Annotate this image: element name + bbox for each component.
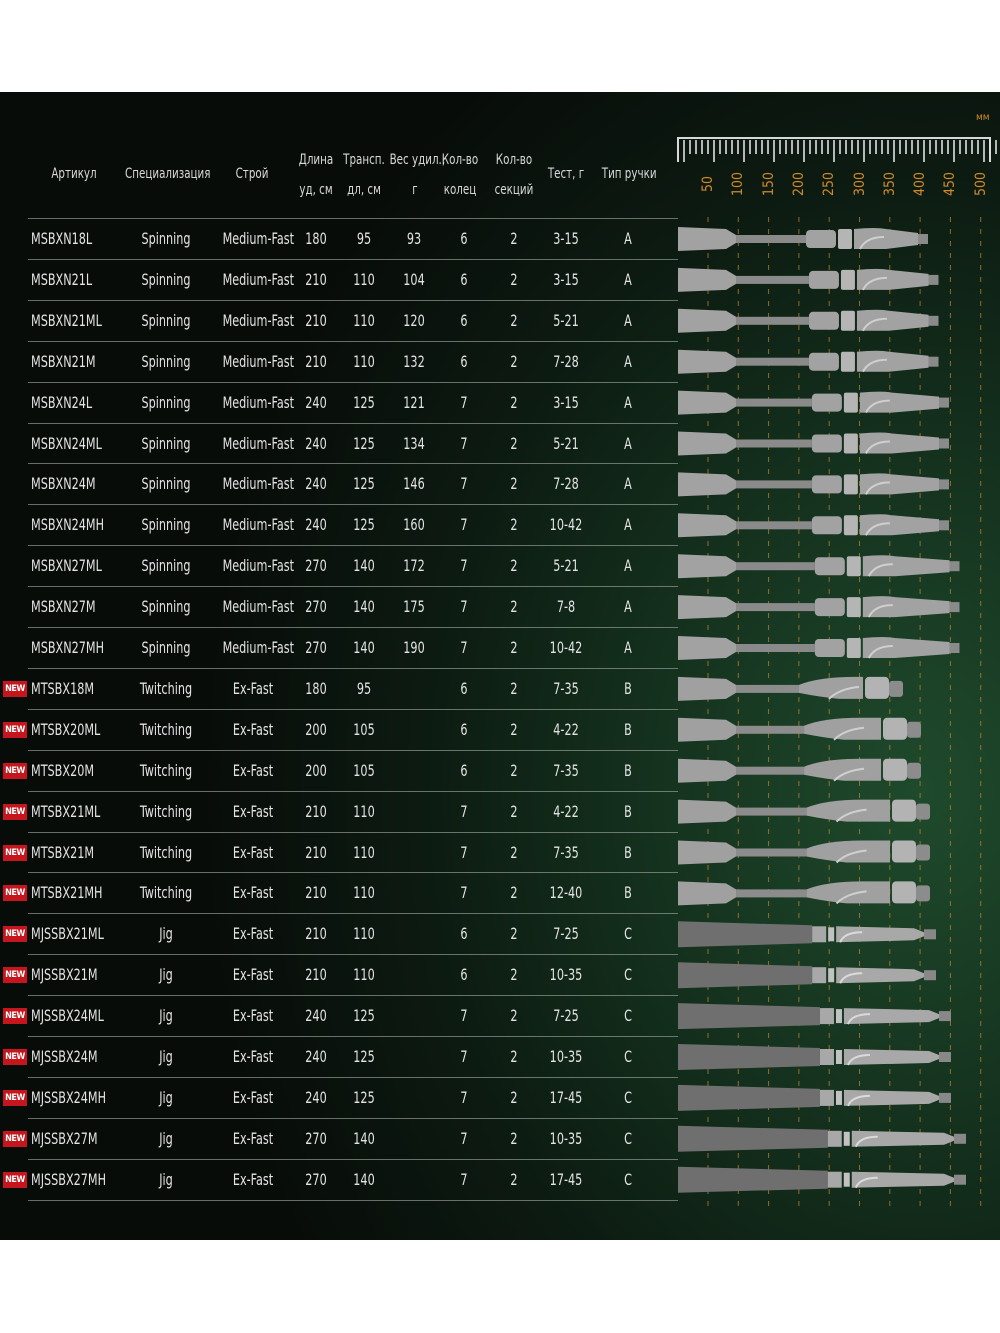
cell-article: MTSBX20M [31, 760, 95, 780]
cell-article: MJSSBX27M [31, 1128, 98, 1148]
cell-sections: 2 [510, 638, 518, 657]
cell-spec: Spinning [141, 229, 191, 248]
cell-test: 7-35 [553, 678, 579, 698]
header-rings-2: колец [443, 182, 477, 198]
cell-action: Ex-Fast [232, 1169, 274, 1189]
cell-length: 180 [305, 678, 327, 698]
cell-transport: 140 [353, 1169, 375, 1189]
rod-handle-a [678, 350, 939, 374]
cell-sections: 2 [510, 1087, 518, 1107]
cell-handle: B [624, 719, 632, 739]
cell-test: 5-21 [553, 433, 579, 453]
cell-test: 4-22 [553, 801, 579, 821]
cell-article: MTSBX21M [31, 842, 95, 862]
cell-spec: Spinning [141, 474, 191, 494]
cell-sections: 2 [510, 392, 518, 412]
cell-rings: 7 [460, 597, 468, 617]
cell-sections: 2 [510, 351, 518, 371]
rod-handle-a [678, 227, 928, 251]
cell-test: 10-35 [549, 1047, 583, 1066]
rod-handle-b [678, 718, 921, 742]
cell-test: 7-35 [553, 842, 579, 862]
cell-length: 270 [305, 638, 327, 657]
cell-length: 200 [305, 760, 327, 780]
cell-spec: Jig [159, 1047, 173, 1066]
cell-test: 17-45 [549, 1087, 583, 1107]
cell-sections: 2 [510, 474, 518, 494]
header-length-1: Длина [298, 152, 334, 168]
cell-article: MSBXN21M [31, 351, 96, 371]
cell-length: 210 [305, 801, 327, 821]
cell-action: Medium-Fast [222, 433, 294, 453]
cell-handle: A [624, 597, 632, 617]
cell-test: 7-8 [556, 597, 576, 617]
rod-handle-c [678, 1003, 951, 1029]
cell-spec: Twitching [139, 760, 193, 780]
rod-handle-a [678, 636, 960, 660]
cell-spec: Spinning [141, 351, 191, 371]
cell-weight: 120 [403, 310, 425, 330]
cell-transport: 125 [353, 474, 375, 494]
cell-handle: A [624, 556, 632, 576]
cell-rings: 7 [460, 842, 468, 862]
cell-handle: C [624, 1169, 632, 1189]
cell-transport: 110 [353, 310, 375, 330]
ruler-scale-label: 200 [790, 171, 807, 197]
cell-spec: Jig [159, 1169, 173, 1189]
cell-rings: 6 [460, 310, 468, 330]
cell-action: Medium-Fast [222, 392, 294, 412]
header-transport-1: Трансп. [343, 152, 385, 168]
header-spec: Специализация [125, 166, 211, 182]
cell-length: 200 [305, 719, 327, 739]
cell-handle: C [624, 965, 632, 985]
cell-transport: 125 [353, 1006, 375, 1026]
cell-spec: Spinning [141, 638, 191, 657]
rod-handle-c [678, 921, 936, 947]
cell-sections: 2 [510, 310, 518, 330]
cell-transport: 95 [356, 229, 372, 248]
cell-test: 5-21 [553, 310, 579, 330]
new-badge: NEW [3, 845, 27, 861]
cell-handle: A [624, 310, 632, 330]
cell-transport: 140 [353, 638, 375, 657]
cell-article: MTSBX20ML [31, 719, 101, 739]
cell-article: MJSSBX27MH [31, 1169, 107, 1189]
cell-test: 10-35 [549, 965, 583, 985]
cell-transport: 95 [356, 678, 372, 698]
cell-sections: 2 [510, 801, 518, 821]
cell-action: Medium-Fast [222, 269, 294, 289]
rod-handle-a [678, 513, 949, 537]
cell-test: 7-25 [553, 1006, 579, 1026]
cell-article: MJSSBX24ML [31, 1006, 104, 1026]
cell-spec: Jig [159, 1128, 173, 1148]
cell-weight: 160 [403, 515, 425, 535]
cell-article: MSBXN24L [31, 392, 93, 412]
cell-rings: 7 [460, 1169, 468, 1189]
cell-length: 270 [305, 556, 327, 576]
rod-handle-b [678, 841, 930, 865]
cell-spec: Jig [159, 965, 173, 985]
cell-sections: 2 [510, 556, 518, 576]
cell-rings: 7 [460, 1047, 468, 1066]
cell-spec: Jig [159, 1006, 173, 1026]
new-badge: NEW [3, 1172, 27, 1188]
cell-spec: Spinning [141, 269, 191, 289]
cell-article: MSBXN24MH [31, 515, 105, 535]
cell-weight: 132 [403, 351, 425, 371]
cell-sections: 2 [510, 1169, 518, 1189]
cell-length: 240 [305, 392, 327, 412]
cell-transport: 125 [353, 515, 375, 535]
cell-action: Medium-Fast [222, 474, 294, 494]
cell-length: 240 [305, 474, 327, 494]
cell-action: Ex-Fast [232, 719, 274, 739]
cell-rings: 7 [460, 1006, 468, 1026]
cell-length: 210 [305, 924, 327, 944]
cell-spec: Twitching [139, 842, 193, 862]
cell-handle: C [624, 1128, 632, 1148]
cell-weight: 146 [403, 474, 425, 494]
cell-handle: C [624, 1087, 632, 1107]
cell-spec: Spinning [141, 433, 191, 453]
cell-handle: C [624, 1006, 632, 1026]
header-sections-2: секций [494, 182, 534, 198]
cell-handle: A [624, 474, 632, 494]
cell-sections: 2 [510, 760, 518, 780]
cell-transport: 105 [353, 719, 375, 739]
cell-length: 210 [305, 965, 327, 985]
cell-length: 270 [305, 1169, 327, 1189]
cell-transport: 105 [353, 760, 375, 780]
cell-handle: A [624, 392, 632, 412]
rod-handle-c [678, 962, 936, 988]
cell-spec: Jig [159, 1087, 173, 1107]
cell-rings: 7 [460, 556, 468, 576]
rod-handle-a [678, 391, 949, 415]
ruler-scale-label: 250 [821, 171, 838, 197]
cell-article: MSBXN21ML [31, 310, 102, 330]
cell-action: Medium-Fast [222, 556, 294, 576]
cell-length: 240 [305, 1087, 327, 1107]
new-badge: NEW [3, 967, 27, 983]
cell-action: Ex-Fast [232, 924, 274, 944]
cell-action: Ex-Fast [232, 883, 274, 903]
cell-sections: 2 [510, 965, 518, 985]
cell-action: Ex-Fast [232, 678, 274, 698]
cell-handle: C [624, 1047, 632, 1066]
cell-test: 10-35 [549, 1128, 583, 1148]
cell-article: MJSSBX24MH [31, 1087, 107, 1107]
cell-rings: 6 [460, 760, 468, 780]
cell-action: Ex-Fast [232, 842, 274, 862]
cell-rings: 7 [460, 433, 468, 453]
cell-article: MJSSBX21ML [31, 924, 104, 944]
cell-handle: C [624, 924, 632, 944]
rod-handle-a [678, 309, 939, 333]
cell-article: MTSBX21MH [31, 883, 103, 903]
rod-handle-b [678, 677, 903, 701]
header-sections-1: Кол-во [495, 152, 533, 168]
ruler-unit-label: мм [976, 112, 990, 123]
ruler-scale-label: 350 [881, 171, 898, 197]
rod-handle-c [678, 1167, 966, 1193]
cell-test: 7-25 [553, 924, 579, 944]
cell-handle: A [624, 638, 632, 657]
cell-article: MTSBX18M [31, 678, 95, 698]
cell-test: 10-42 [549, 638, 583, 657]
rod-handle-c [678, 1085, 951, 1111]
cell-length: 210 [305, 842, 327, 862]
cell-handle: A [624, 269, 632, 289]
cell-spec: Spinning [141, 515, 191, 535]
new-badge: NEW [3, 1049, 27, 1065]
header-article: Артикул [51, 166, 97, 182]
header-weight-2: г [412, 182, 418, 198]
cell-test: 4-22 [553, 719, 579, 739]
cell-spec: Twitching [139, 678, 193, 698]
new-badge: NEW [3, 681, 27, 697]
cell-transport: 125 [353, 1087, 375, 1107]
cell-test: 7-35 [553, 760, 579, 780]
cell-length: 240 [305, 433, 327, 453]
cell-sections: 2 [510, 433, 518, 453]
cell-spec: Twitching [139, 719, 193, 739]
cell-weight: 134 [403, 433, 425, 453]
header-rings-1: Кол-во [441, 152, 479, 168]
ruler-scale-label: 450 [942, 171, 959, 197]
cell-handle: B [624, 801, 632, 821]
cell-action: Medium-Fast [222, 310, 294, 330]
header-length-2: уд, см [299, 182, 333, 198]
cell-action: Ex-Fast [232, 965, 274, 985]
cell-length: 210 [305, 883, 327, 903]
cell-length: 210 [305, 351, 327, 371]
cell-rings: 6 [460, 719, 468, 739]
cell-test: 7-28 [553, 474, 579, 494]
ruler-scale-label: 100 [730, 171, 747, 197]
cell-length: 240 [305, 515, 327, 535]
new-badge: NEW [3, 926, 27, 942]
cell-action: Medium-Fast [222, 229, 294, 248]
cell-handle: A [624, 351, 632, 371]
ruler-scale-label: 500 [972, 171, 989, 197]
cell-rings: 6 [460, 269, 468, 289]
rod-handle-a [678, 268, 939, 292]
new-badge: NEW [3, 763, 27, 779]
cell-sections: 2 [510, 515, 518, 535]
cell-rings: 6 [460, 351, 468, 371]
rod-handle-b [678, 881, 930, 905]
cell-spec: Twitching [139, 883, 193, 903]
cell-rings: 6 [460, 924, 468, 944]
cell-spec: Twitching [139, 801, 193, 821]
cell-sections: 2 [510, 678, 518, 698]
cell-sections: 2 [510, 1006, 518, 1026]
new-badge: NEW [3, 1008, 27, 1024]
cell-article: MSBXN27M [31, 597, 96, 617]
cell-handle: A [624, 433, 632, 453]
spec-table-panel [0, 92, 1000, 1240]
cell-test: 3-15 [553, 229, 579, 248]
cell-action: Ex-Fast [232, 1128, 274, 1148]
header-action: Строй [235, 166, 269, 182]
header-weight-1: Вес удил., [389, 152, 446, 168]
cell-sections: 2 [510, 842, 518, 862]
cell-transport: 110 [353, 965, 375, 985]
cell-test: 17-45 [549, 1169, 583, 1189]
new-badge: NEW [3, 804, 27, 820]
cell-transport: 110 [353, 842, 375, 862]
cell-test: 12-40 [549, 883, 583, 903]
rod-handle-a [678, 595, 960, 619]
cell-weight: 121 [403, 392, 425, 412]
cell-action: Ex-Fast [232, 801, 274, 821]
cell-action: Medium-Fast [222, 638, 294, 657]
ruler-scale-label: 150 [760, 171, 777, 197]
cell-action: Medium-Fast [222, 597, 294, 617]
cell-rings: 7 [460, 883, 468, 903]
cell-transport: 140 [353, 597, 375, 617]
cell-rings: 6 [460, 965, 468, 985]
cell-sections: 2 [510, 597, 518, 617]
cell-length: 270 [305, 597, 327, 617]
cell-article: MSBXN24M [31, 474, 96, 494]
new-badge: NEW [3, 885, 27, 901]
cell-transport: 140 [353, 556, 375, 576]
cell-handle: B [624, 883, 632, 903]
cell-handle: B [624, 678, 632, 698]
cell-rings: 7 [460, 638, 468, 657]
cell-rings: 7 [460, 1128, 468, 1148]
cell-article: MSBXN27MH [31, 638, 105, 657]
cell-transport: 110 [353, 801, 375, 821]
cell-length: 240 [305, 1047, 327, 1066]
cell-transport: 110 [353, 924, 375, 944]
cell-spec: Spinning [141, 556, 191, 576]
cell-rings: 7 [460, 474, 468, 494]
rod-handle-a [678, 432, 949, 456]
cell-weight: 190 [403, 638, 425, 657]
cell-length: 180 [305, 229, 327, 248]
cell-length: 240 [305, 1006, 327, 1026]
cell-action: Medium-Fast [222, 351, 294, 371]
cell-transport: 110 [353, 269, 375, 289]
cell-action: Ex-Fast [232, 1006, 274, 1026]
cell-weight: 93 [406, 229, 422, 248]
ruler-scale-label: 300 [851, 171, 868, 197]
cell-article: MSBXN21L [31, 269, 93, 289]
cell-article: MJSSBX21M [31, 965, 98, 985]
cell-sections: 2 [510, 269, 518, 289]
cell-article: MJSSBX24M [31, 1047, 98, 1066]
cell-rings: 7 [460, 515, 468, 535]
cell-rings: 6 [460, 678, 468, 698]
cell-length: 210 [305, 310, 327, 330]
rod-handle-b [678, 800, 930, 824]
cell-spec: Spinning [141, 392, 191, 412]
cell-test: 5-21 [553, 556, 579, 576]
cell-transport: 140 [353, 1128, 375, 1148]
cell-article: MSBXN18L [31, 229, 93, 248]
cell-handle: A [624, 229, 632, 248]
cell-action: Medium-Fast [222, 515, 294, 535]
cell-spec: Spinning [141, 597, 191, 617]
header-test: Тест, г [547, 166, 585, 182]
cell-sections: 2 [510, 924, 518, 944]
cell-sections: 2 [510, 229, 518, 248]
cell-article: MTSBX21ML [31, 801, 101, 821]
cell-article: MSBXN27ML [31, 556, 102, 576]
cell-transport: 110 [353, 883, 375, 903]
cell-rings: 7 [460, 392, 468, 412]
header-handle: Тип ручки [601, 166, 657, 182]
cell-handle: B [624, 760, 632, 780]
cell-weight: 172 [403, 556, 425, 576]
cell-transport: 125 [353, 392, 375, 412]
ruler-scale-label: 400 [912, 171, 929, 197]
cell-weight: 104 [403, 269, 425, 289]
cell-article: MSBXN24ML [31, 433, 102, 453]
cell-sections: 2 [510, 1128, 518, 1148]
rod-handle-c [678, 1044, 951, 1070]
rod-handle-a [678, 554, 960, 578]
cell-handle: A [624, 515, 632, 535]
cell-transport: 125 [353, 433, 375, 453]
cell-rings: 7 [460, 1087, 468, 1107]
cell-transport: 110 [353, 351, 375, 371]
cell-test: 10-42 [549, 515, 583, 535]
cell-rings: 6 [460, 229, 468, 248]
cell-sections: 2 [510, 1047, 518, 1066]
cell-length: 210 [305, 269, 327, 289]
cell-action: Ex-Fast [232, 1047, 274, 1066]
new-badge: NEW [3, 1090, 27, 1106]
rod-handle-b [678, 759, 921, 783]
cell-test: 3-15 [553, 392, 579, 412]
cell-sections: 2 [510, 883, 518, 903]
cell-test: 3-15 [553, 269, 579, 289]
cell-spec: Spinning [141, 310, 191, 330]
cell-transport: 125 [353, 1047, 375, 1066]
cell-length: 270 [305, 1128, 327, 1148]
new-badge: NEW [3, 722, 27, 738]
header-transport-2: дл, см [347, 182, 381, 198]
new-badge: NEW [3, 1131, 27, 1147]
ruler-scale-label: 50 [700, 175, 716, 193]
cell-weight: 175 [403, 597, 425, 617]
cell-action: Ex-Fast [232, 1087, 274, 1107]
cell-test: 7-28 [553, 351, 579, 371]
cell-rings: 7 [460, 801, 468, 821]
cell-handle: B [624, 842, 632, 862]
cell-spec: Jig [159, 924, 173, 944]
handle-drawings [0, 92, 1000, 1240]
rod-handle-c [678, 1126, 966, 1152]
cell-sections: 2 [510, 719, 518, 739]
rod-handle-a [678, 472, 949, 496]
cell-action: Ex-Fast [232, 760, 274, 780]
